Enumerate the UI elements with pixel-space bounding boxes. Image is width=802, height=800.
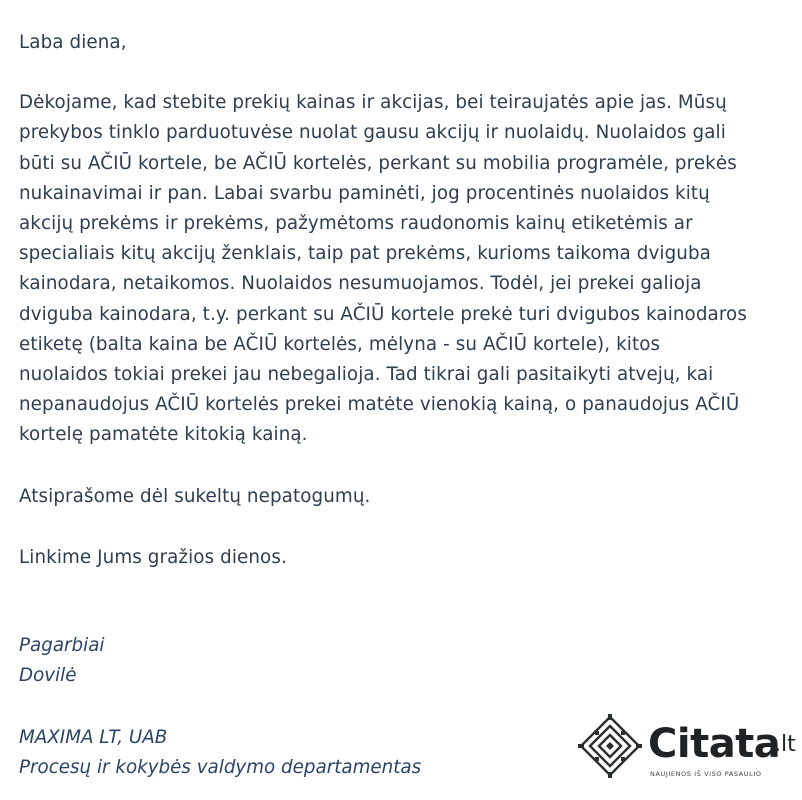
paragraph-line: nepanaudojus AČIŪ kortelės prekei matėte vienokią kainą, o panaudojus AČIŪ bbox=[19, 394, 740, 416]
paragraph-line: prekybos tinklo parduotuvėse nuolat gausu akcijų ir nuolaidų. Nuolaidos gali bbox=[19, 122, 726, 144]
apology-text: Atsiprašome dėl sukeltų nepatogumų. bbox=[19, 485, 371, 507]
paragraph-line: dviguba kainodara, t.y. perkant su AČIŪ kortele prekė turi dvigubos kainodaros bbox=[19, 303, 747, 325]
watermark-brand: Citata bbox=[648, 721, 781, 767]
ornament-icon bbox=[578, 714, 642, 778]
paragraph-line: etiketę (balta kaina be AČIŪ kortelės, mėlyna - su AČIŪ kortele), kitos bbox=[19, 333, 661, 355]
email-body bbox=[19, 28, 799, 573]
greeting: Laba diena, bbox=[19, 32, 127, 53]
watermark-logo bbox=[578, 712, 800, 798]
paragraph-line: specialiais kitų akcijų ženklais, taip pat prekėms, kurioms taikoma dviguba bbox=[19, 243, 711, 265]
signature-company-block bbox=[19, 723, 421, 783]
paragraph-line: nuolaidos tokiai prekei jau nebegalioja. Tad tikrai gali pasitaikyti atvejų, kai bbox=[19, 364, 714, 386]
signature-department: Procesų ir kokybės valdymo departamentas bbox=[19, 757, 422, 778]
wish-text: Linkime Jums gražios dienos. bbox=[19, 546, 287, 568]
signature-block bbox=[19, 631, 421, 783]
watermark-tld: .lt bbox=[774, 732, 796, 757]
watermark-tagline: NAUJIENOS IŠ VISO PASAULIO bbox=[650, 770, 762, 778]
paragraph-line: akcijų prekėms ir prekėms, pažymėtoms raudonomis kainų etiketėmis ar bbox=[19, 213, 693, 235]
signature-company: MAXIMA LT, UAB bbox=[19, 727, 168, 748]
paragraph-line: Dėkojame, kad stebite prekių kainas ir akcijas, bei teiraujatės apie jas. Mūsų bbox=[19, 92, 727, 114]
signature-closing: Pagarbiai bbox=[19, 635, 105, 656]
paragraph-line: būti su AČIŪ kortele, be AČIŪ kortelės, perkant su mobilia programėle, prekės bbox=[19, 152, 737, 174]
main-paragraph bbox=[19, 88, 799, 450]
paragraph-line: kainodara, netaikomos. Nuolaidos nesumuojamos. Todėl, jei prekei galioja bbox=[19, 273, 702, 295]
paragraph-line: nukainavimai ir pan. Labai svarbu paminėti, jog procentinės nuolaidos kitų bbox=[19, 182, 710, 204]
signature-name: Dovilė bbox=[19, 665, 77, 686]
paragraph-line: kortelę pamatėte kitokią kainą. bbox=[19, 424, 308, 446]
